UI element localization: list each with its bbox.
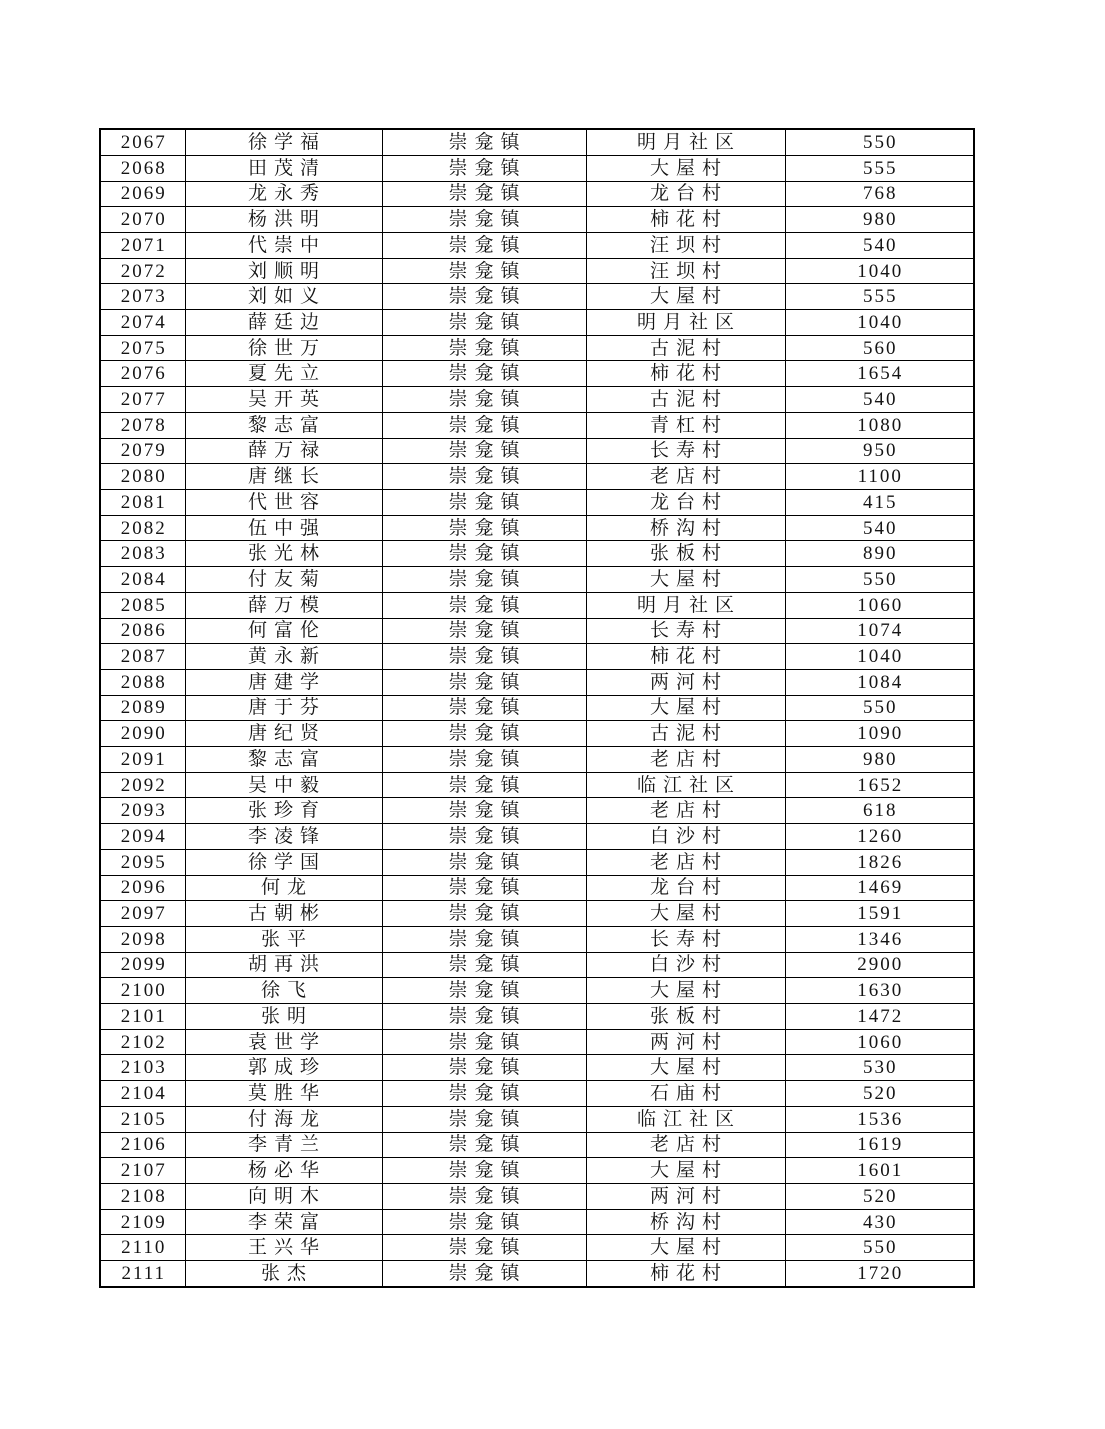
amount-cell: 1040 [785,310,974,336]
serial-number-cell: 2111 [100,1261,185,1287]
table-row [100,1209,974,1235]
village-cell: 长寿村 [586,926,785,952]
town-cell: 崇龛镇 [382,1132,586,1158]
serial-number-cell: 2098 [100,926,185,952]
table-row [100,1132,974,1158]
serial-number-cell: 2100 [100,978,185,1004]
town-cell: 崇龛镇 [382,669,586,695]
table-row [100,824,974,850]
serial-number-cell: 2076 [100,361,185,387]
village-cell: 石庙村 [586,1081,785,1107]
name-cell: 唐纪贤 [185,721,382,747]
village-cell: 张板村 [586,1004,785,1030]
amount-cell: 540 [785,387,974,413]
table-row [100,438,974,464]
table-row [100,875,974,901]
table-row [100,567,974,593]
serial-number-cell: 2107 [100,1158,185,1184]
name-cell: 胡再洪 [185,952,382,978]
serial-number-cell: 2082 [100,515,185,541]
village-cell: 柿花村 [586,361,785,387]
table-row [100,129,974,155]
town-cell: 崇龛镇 [382,849,586,875]
town-cell: 崇龛镇 [382,618,586,644]
amount-cell: 618 [785,798,974,824]
name-cell: 徐学国 [185,849,382,875]
town-cell: 崇龛镇 [382,1106,586,1132]
table-row [100,772,974,798]
name-cell: 唐继长 [185,464,382,490]
village-cell: 老店村 [586,747,785,773]
village-cell: 青杠村 [586,412,785,438]
village-cell: 白沙村 [586,952,785,978]
town-cell: 崇龛镇 [382,207,586,233]
village-cell: 长寿村 [586,438,785,464]
village-cell: 柿花村 [586,644,785,670]
town-cell: 崇龛镇 [382,1261,586,1287]
town-cell: 崇龛镇 [382,515,586,541]
town-cell: 崇龛镇 [382,798,586,824]
serial-number-cell: 2108 [100,1183,185,1209]
table-row [100,361,974,387]
table-row [100,1055,974,1081]
amount-cell: 980 [785,207,974,233]
name-cell: 杨必华 [185,1158,382,1184]
amount-cell: 530 [785,1055,974,1081]
table-row [100,1004,974,1030]
town-cell: 崇龛镇 [382,1183,586,1209]
table-row [100,798,974,824]
amount-cell: 550 [785,695,974,721]
village-cell: 老店村 [586,798,785,824]
table-row [100,1029,974,1055]
serial-number-cell: 2080 [100,464,185,490]
name-cell: 李青兰 [185,1132,382,1158]
serial-number-cell: 2088 [100,669,185,695]
table-row [100,1158,974,1184]
amount-cell: 540 [785,232,974,258]
table-row [100,1081,974,1107]
serial-number-cell: 2086 [100,618,185,644]
town-cell: 崇龛镇 [382,258,586,284]
serial-number-cell: 2084 [100,567,185,593]
village-cell: 两河村 [586,1029,785,1055]
village-cell: 两河村 [586,1183,785,1209]
serial-number-cell: 2097 [100,901,185,927]
town-cell: 崇龛镇 [382,875,586,901]
amount-cell: 1472 [785,1004,974,1030]
name-cell: 伍中强 [185,515,382,541]
name-cell: 徐学福 [185,129,382,155]
amount-cell: 520 [785,1183,974,1209]
table-row [100,412,974,438]
serial-number-cell: 2099 [100,952,185,978]
name-cell: 李凌锋 [185,824,382,850]
amount-cell: 1654 [785,361,974,387]
name-cell: 莫胜华 [185,1081,382,1107]
table-row [100,387,974,413]
amount-cell: 1040 [785,258,974,284]
town-cell: 崇龛镇 [382,412,586,438]
town-cell: 崇龛镇 [382,1209,586,1235]
town-cell: 崇龛镇 [382,541,586,567]
table-row [100,1261,974,1287]
town-cell: 崇龛镇 [382,438,586,464]
name-cell: 张明 [185,1004,382,1030]
name-cell: 王兴华 [185,1235,382,1261]
table-row [100,284,974,310]
amount-cell: 1469 [785,875,974,901]
amount-cell: 2900 [785,952,974,978]
town-cell: 崇龛镇 [382,772,586,798]
table-row [100,618,974,644]
table-row [100,464,974,490]
serial-number-cell: 2073 [100,284,185,310]
table-row [100,901,974,927]
village-cell: 明月社区 [586,592,785,618]
name-cell: 向明木 [185,1183,382,1209]
amount-cell: 1652 [785,772,974,798]
village-cell: 古泥村 [586,335,785,361]
name-cell: 代崇中 [185,232,382,258]
village-cell: 桥沟村 [586,515,785,541]
serial-number-cell: 2094 [100,824,185,850]
amount-cell: 1040 [785,644,974,670]
table-row [100,644,974,670]
serial-number-cell: 2091 [100,747,185,773]
name-cell: 徐飞 [185,978,382,1004]
name-cell: 古朝彬 [185,901,382,927]
town-cell: 崇龛镇 [382,901,586,927]
village-cell: 大屋村 [586,901,785,927]
name-cell: 黎志富 [185,747,382,773]
name-cell: 代世容 [185,489,382,515]
serial-number-cell: 2103 [100,1055,185,1081]
serial-number-cell: 2089 [100,695,185,721]
name-cell: 薛廷边 [185,310,382,336]
serial-number-cell: 2096 [100,875,185,901]
serial-number-cell: 2079 [100,438,185,464]
table-row [100,978,974,1004]
table-row [100,232,974,258]
town-cell: 崇龛镇 [382,926,586,952]
serial-number-cell: 2070 [100,207,185,233]
name-cell: 龙永秀 [185,181,382,207]
name-cell: 薛万模 [185,592,382,618]
town-cell: 崇龛镇 [382,335,586,361]
amount-cell: 415 [785,489,974,515]
table-row [100,695,974,721]
name-cell: 李荣富 [185,1209,382,1235]
amount-cell: 560 [785,335,974,361]
name-cell: 杨洪明 [185,207,382,233]
town-cell: 崇龛镇 [382,155,586,181]
town-cell: 崇龛镇 [382,310,586,336]
name-cell: 田茂清 [185,155,382,181]
serial-number-cell: 2087 [100,644,185,670]
table-row [100,721,974,747]
town-cell: 崇龛镇 [382,952,586,978]
town-cell: 崇龛镇 [382,1158,586,1184]
name-cell: 吴开英 [185,387,382,413]
serial-number-cell: 2090 [100,721,185,747]
amount-cell: 1346 [785,926,974,952]
name-cell: 张杰 [185,1261,382,1287]
name-cell: 袁世学 [185,1029,382,1055]
name-cell: 黎志富 [185,412,382,438]
amount-cell: 890 [785,541,974,567]
table-row [100,335,974,361]
town-cell: 崇龛镇 [382,1235,586,1261]
amount-cell: 980 [785,747,974,773]
amount-cell: 550 [785,129,974,155]
village-cell: 大屋村 [586,284,785,310]
village-cell: 临江社区 [586,1106,785,1132]
amount-cell: 1100 [785,464,974,490]
amount-cell: 1060 [785,1029,974,1055]
town-cell: 崇龛镇 [382,747,586,773]
amount-cell: 555 [785,155,974,181]
name-cell: 唐于芬 [185,695,382,721]
village-cell: 明月社区 [586,310,785,336]
serial-number-cell: 2110 [100,1235,185,1261]
village-cell: 龙台村 [586,875,785,901]
village-cell: 老店村 [586,464,785,490]
name-cell: 郭成珍 [185,1055,382,1081]
amount-cell: 520 [785,1081,974,1107]
name-cell: 张光林 [185,541,382,567]
table-row [100,181,974,207]
serial-number-cell: 2083 [100,541,185,567]
table-row [100,515,974,541]
town-cell: 崇龛镇 [382,387,586,413]
town-cell: 崇龛镇 [382,464,586,490]
town-cell: 崇龛镇 [382,978,586,1004]
table-row [100,669,974,695]
serial-number-cell: 2071 [100,232,185,258]
name-cell: 付海龙 [185,1106,382,1132]
serial-number-cell: 2067 [100,129,185,155]
amount-cell: 1080 [785,412,974,438]
village-cell: 龙台村 [586,181,785,207]
name-cell: 张平 [185,926,382,952]
village-cell: 白沙村 [586,824,785,850]
serial-number-cell: 2074 [100,310,185,336]
town-cell: 崇龛镇 [382,824,586,850]
amount-cell: 1591 [785,901,974,927]
serial-number-cell: 2102 [100,1029,185,1055]
town-cell: 崇龛镇 [382,592,586,618]
amount-cell: 1060 [785,592,974,618]
amount-cell: 950 [785,438,974,464]
table-row [100,952,974,978]
village-cell: 老店村 [586,849,785,875]
village-cell: 明月社区 [586,129,785,155]
amount-cell: 550 [785,567,974,593]
amount-cell: 1601 [785,1158,974,1184]
table-row [100,592,974,618]
serial-number-cell: 2092 [100,772,185,798]
village-cell: 柿花村 [586,207,785,233]
town-cell: 崇龛镇 [382,721,586,747]
table-row [100,849,974,875]
amount-cell: 1536 [785,1106,974,1132]
table-row [100,1106,974,1132]
amount-cell: 1720 [785,1261,974,1287]
amount-cell: 1826 [785,849,974,875]
village-cell: 大屋村 [586,567,785,593]
amount-cell: 1260 [785,824,974,850]
serial-number-cell: 2093 [100,798,185,824]
town-cell: 崇龛镇 [382,567,586,593]
village-cell: 龙台村 [586,489,785,515]
amount-cell: 1619 [785,1132,974,1158]
name-cell: 徐世万 [185,335,382,361]
name-cell: 薛万禄 [185,438,382,464]
name-cell: 黄永新 [185,644,382,670]
serial-number-cell: 2095 [100,849,185,875]
village-cell: 古泥村 [586,721,785,747]
serial-number-cell: 2085 [100,592,185,618]
serial-number-cell: 2069 [100,181,185,207]
serial-number-cell: 2104 [100,1081,185,1107]
name-cell: 何龙 [185,875,382,901]
table-row [100,258,974,284]
village-cell: 古泥村 [586,387,785,413]
town-cell: 崇龛镇 [382,695,586,721]
town-cell: 崇龛镇 [382,1055,586,1081]
amount-cell: 1630 [785,978,974,1004]
village-cell: 大屋村 [586,1235,785,1261]
village-cell: 桥沟村 [586,1209,785,1235]
town-cell: 崇龛镇 [382,1004,586,1030]
town-cell: 崇龛镇 [382,644,586,670]
amount-cell: 1090 [785,721,974,747]
town-cell: 崇龛镇 [382,181,586,207]
table-row [100,1183,974,1209]
village-cell: 大屋村 [586,1055,785,1081]
town-cell: 崇龛镇 [382,489,586,515]
village-cell: 汪坝村 [586,258,785,284]
village-cell: 临江社区 [586,772,785,798]
village-cell: 大屋村 [586,155,785,181]
town-cell: 崇龛镇 [382,1081,586,1107]
table-row [100,207,974,233]
serial-number-cell: 2072 [100,258,185,284]
name-cell: 吴中毅 [185,772,382,798]
serial-number-cell: 2075 [100,335,185,361]
town-cell: 崇龛镇 [382,1029,586,1055]
amount-cell: 540 [785,515,974,541]
amount-cell: 550 [785,1235,974,1261]
town-cell: 崇龛镇 [382,232,586,258]
name-cell: 付友菊 [185,567,382,593]
town-cell: 崇龛镇 [382,129,586,155]
village-cell: 两河村 [586,669,785,695]
amount-cell: 555 [785,284,974,310]
name-cell: 刘如义 [185,284,382,310]
serial-number-cell: 2106 [100,1132,185,1158]
serial-number-cell: 2068 [100,155,185,181]
serial-number-cell: 2077 [100,387,185,413]
serial-number-cell: 2109 [100,1209,185,1235]
name-cell: 夏先立 [185,361,382,387]
village-cell: 大屋村 [586,695,785,721]
table-row [100,1235,974,1261]
village-cell: 大屋村 [586,1158,785,1184]
serial-number-cell: 2078 [100,412,185,438]
table-row [100,155,974,181]
beneficiary-table [99,128,975,1288]
name-cell: 何富伦 [185,618,382,644]
name-cell: 唐建学 [185,669,382,695]
name-cell: 张珍育 [185,798,382,824]
serial-number-cell: 2081 [100,489,185,515]
village-cell: 长寿村 [586,618,785,644]
table-row [100,310,974,336]
table-row [100,541,974,567]
village-cell: 老店村 [586,1132,785,1158]
village-cell: 汪坝村 [586,232,785,258]
town-cell: 崇龛镇 [382,361,586,387]
amount-cell: 1084 [785,669,974,695]
amount-cell: 768 [785,181,974,207]
table-row [100,489,974,515]
serial-number-cell: 2101 [100,1004,185,1030]
village-cell: 大屋村 [586,978,785,1004]
table-row [100,747,974,773]
village-cell: 柿花村 [586,1261,785,1287]
amount-cell: 1074 [785,618,974,644]
amount-cell: 430 [785,1209,974,1235]
serial-number-cell: 2105 [100,1106,185,1132]
village-cell: 张板村 [586,541,785,567]
table-row [100,926,974,952]
town-cell: 崇龛镇 [382,284,586,310]
name-cell: 刘顺明 [185,258,382,284]
